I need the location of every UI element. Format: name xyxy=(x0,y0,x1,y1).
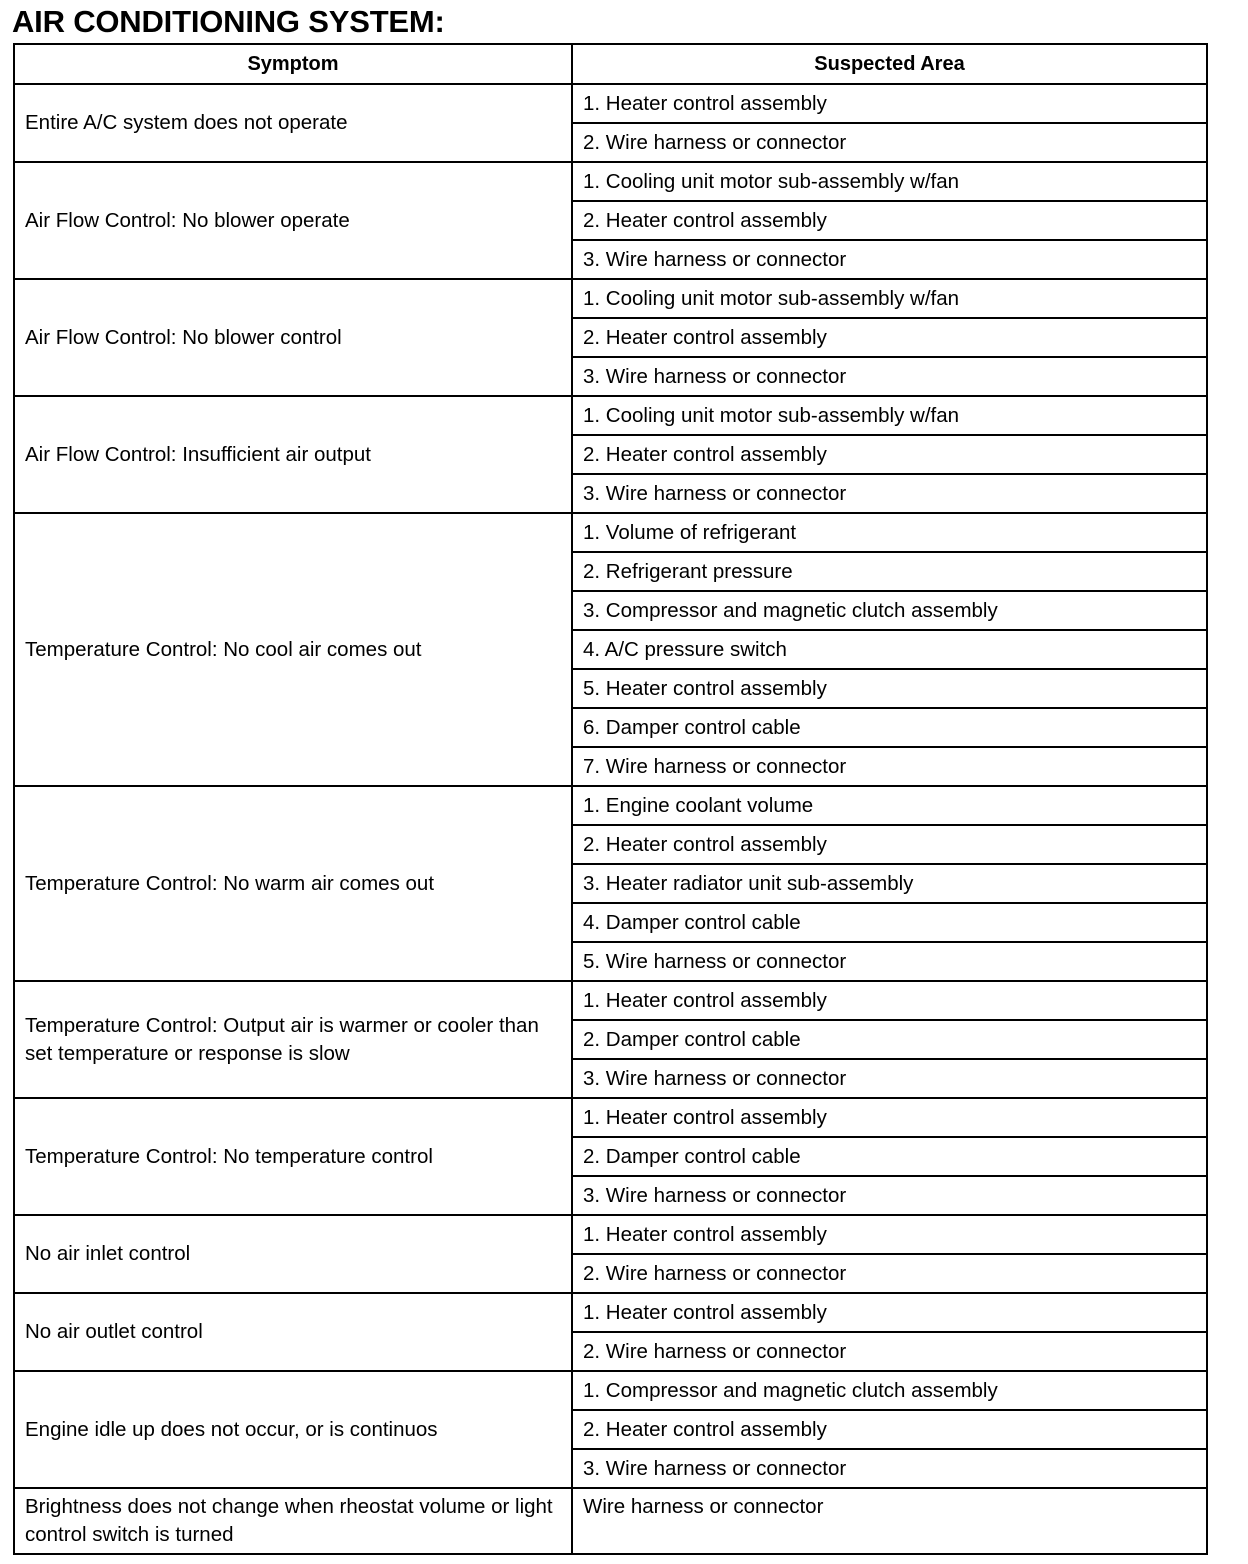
suspected-area-cell: 2. Heater control assembly xyxy=(572,825,1207,864)
suspected-area-column-header: Suspected Area xyxy=(572,44,1207,84)
table-row xyxy=(14,1371,1207,1410)
suspected-area-cell: 2. Heater control assembly xyxy=(572,201,1207,240)
table-body xyxy=(14,84,1207,1554)
symptom-cell: Temperature Control: Output air is warmer or cooler than set temperature or response is slow xyxy=(14,981,572,1098)
symptom-cell: Engine idle up does not occur, or is continuos xyxy=(14,1371,572,1488)
suspected-area-cell: 3. Wire harness or connector xyxy=(572,474,1207,513)
suspected-area-cell: 1. Heater control assembly xyxy=(572,1098,1207,1137)
suspected-area-cell: 1. Heater control assembly xyxy=(572,981,1207,1020)
suspected-area-cell: 2. Wire harness or connector xyxy=(572,1332,1207,1371)
table-row xyxy=(14,84,1207,123)
table-row xyxy=(14,279,1207,318)
suspected-area-cell: 6. Damper control cable xyxy=(572,708,1207,747)
suspected-area-cell: 2. Heater control assembly xyxy=(572,435,1207,474)
suspected-area-cell: 2. Heater control assembly xyxy=(572,318,1207,357)
suspected-area-cell: 2. Damper control cable xyxy=(572,1020,1207,1059)
symptom-cell: Brightness does not change when rheostat volume or light control switch is turned xyxy=(14,1488,572,1554)
suspected-area-cell: 2. Heater control assembly xyxy=(572,1410,1207,1449)
table-row xyxy=(14,1215,1207,1254)
table-row xyxy=(14,1293,1207,1332)
suspected-area-cell: 4. A/C pressure switch xyxy=(572,630,1207,669)
suspected-area-cell: 3. Compressor and magnetic clutch assembly xyxy=(572,591,1207,630)
suspected-area-cell: 3. Wire harness or connector xyxy=(572,240,1207,279)
suspected-area-cell: 1. Volume of refrigerant xyxy=(572,513,1207,552)
suspected-area-cell: Wire harness or connector xyxy=(572,1488,1207,1554)
suspected-area-cell: 1. Heater control assembly xyxy=(572,1215,1207,1254)
suspected-area-cell: 1. Cooling unit motor sub-assembly w/fan xyxy=(572,279,1207,318)
suspected-area-cell: 2. Wire harness or connector xyxy=(572,1254,1207,1293)
table-header-row xyxy=(14,44,1207,84)
symptom-cell: Entire A/C system does not operate xyxy=(14,84,572,162)
table-row xyxy=(14,981,1207,1020)
table-row xyxy=(14,513,1207,552)
suspected-area-cell: 3. Wire harness or connector xyxy=(572,1176,1207,1215)
table-row xyxy=(14,396,1207,435)
symptom-cell: Air Flow Control: No blower control xyxy=(14,279,572,396)
symptom-cell: Temperature Control: No warm air comes out xyxy=(14,786,572,981)
suspected-area-cell: 1. Engine coolant volume xyxy=(572,786,1207,825)
table-row xyxy=(14,162,1207,201)
troubleshooting-table xyxy=(13,43,1208,1555)
suspected-area-cell: 1. Compressor and magnetic clutch assembly xyxy=(572,1371,1207,1410)
symptom-cell: Air Flow Control: Insufficient air output xyxy=(14,396,572,513)
page-title: AIR CONDITIONING SYSTEM: xyxy=(12,4,445,39)
symptom-cell: No air outlet control xyxy=(14,1293,572,1371)
table-row xyxy=(14,1098,1207,1137)
suspected-area-cell: 5. Wire harness or connector xyxy=(572,942,1207,981)
table-row xyxy=(14,786,1207,825)
symptom-cell: Temperature Control: No cool air comes out xyxy=(14,513,572,786)
suspected-area-cell: 1. Heater control assembly xyxy=(572,1293,1207,1332)
suspected-area-cell: 2. Wire harness or connector xyxy=(572,123,1207,162)
suspected-area-cell: 3. Wire harness or connector xyxy=(572,1449,1207,1488)
table-row xyxy=(14,1488,1207,1554)
symptom-column-header: Symptom xyxy=(14,44,572,84)
suspected-area-cell: 7. Wire harness or connector xyxy=(572,747,1207,786)
suspected-area-cell: 1. Cooling unit motor sub-assembly w/fan xyxy=(572,396,1207,435)
suspected-area-cell: 3. Wire harness or connector xyxy=(572,1059,1207,1098)
suspected-area-cell: 3. Heater radiator unit sub-assembly xyxy=(572,864,1207,903)
suspected-area-cell: 5. Heater control assembly xyxy=(572,669,1207,708)
suspected-area-cell: 4. Damper control cable xyxy=(572,903,1207,942)
suspected-area-cell: 2. Damper control cable xyxy=(572,1137,1207,1176)
suspected-area-cell: 2. Refrigerant pressure xyxy=(572,552,1207,591)
suspected-area-cell: 1. Heater control assembly xyxy=(572,84,1207,123)
symptom-cell: Air Flow Control: No blower operate xyxy=(14,162,572,279)
symptom-cell: Temperature Control: No temperature control xyxy=(14,1098,572,1215)
symptom-cell: No air inlet control xyxy=(14,1215,572,1293)
suspected-area-cell: 3. Wire harness or connector xyxy=(572,357,1207,396)
suspected-area-cell: 1. Cooling unit motor sub-assembly w/fan xyxy=(572,162,1207,201)
